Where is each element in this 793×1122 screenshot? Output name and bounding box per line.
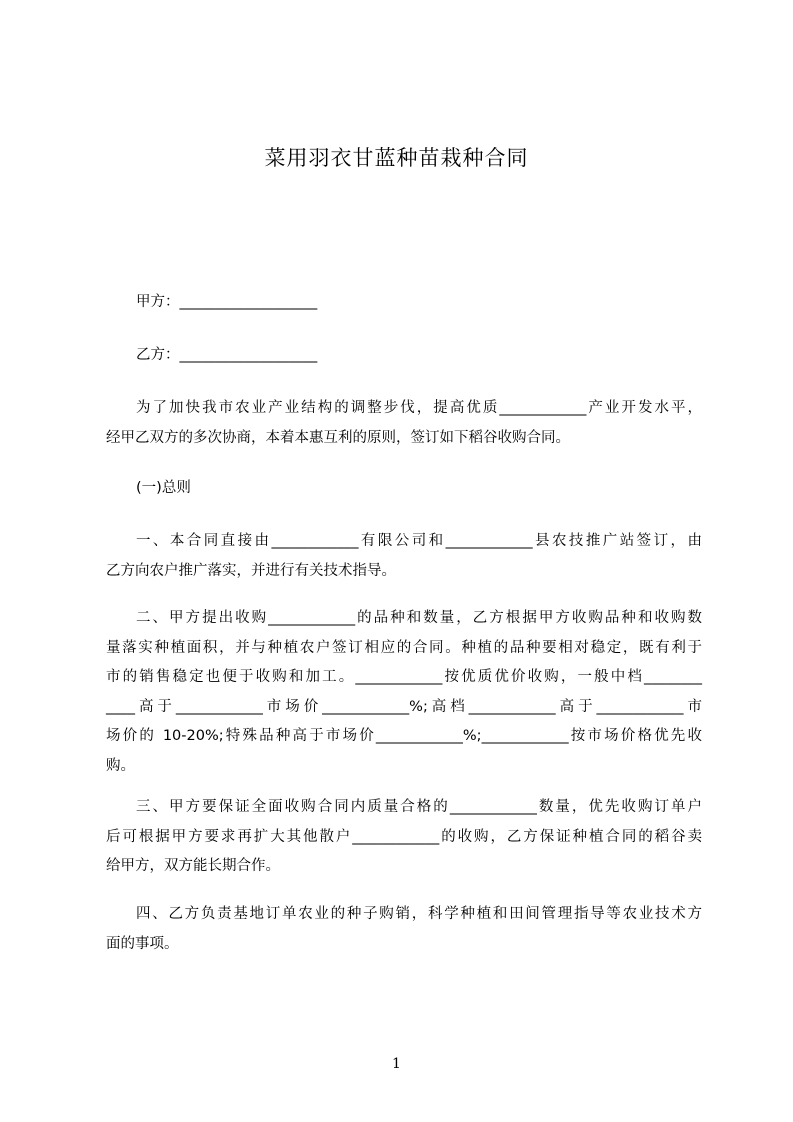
clause-1 — [106, 531, 702, 590]
page-title: 菜用羽衣甘蓝种苗栽种合同 — [264, 146, 529, 170]
clause-2-line-3: 市的销售稳定也便于收购和加工。____________按优质优价收购，一般中档________ — [106, 669, 702, 685]
clause-2-line-5: 场价的 10-20%;特殊品种高于市场价____________%;____________按市场价格优先收 — [106, 728, 702, 744]
page-number: 1 — [392, 1056, 401, 1072]
clause-4-line-1: 四、乙方负责基地订单农业的种子购销，科学种植和田间管理指导等农业技术方 — [136, 906, 702, 922]
section-heading-general: (一)总则 — [136, 480, 191, 496]
clause-2-line-4: ____高于____________市场价____________%;高档____________高于____________市 — [106, 698, 702, 715]
clause-2-line-2: 量落实种植面积，并与种植农户签订相应的合同。种植的品种要相对稳定，既有利于 — [106, 639, 702, 656]
clause-2 — [106, 608, 702, 785]
clause-2-line-6: 购。 — [106, 757, 135, 774]
clause-4 — [106, 904, 702, 963]
clause-3-line-3: 给甲方，双方能长期合作。 — [106, 858, 280, 874]
clause-2-line-1: 二、甲方提出收购____________的品种和数量，乙方根据甲方收购品种和收购数 — [136, 610, 702, 626]
party-b-line: 乙方：___________________ — [136, 347, 318, 363]
intro-paragraph — [106, 398, 702, 457]
clause-3 — [106, 797, 702, 886]
intro-line-1: 为了加快我市农业产业结构的调整步伐，提高优质____________产业开发水平， — [136, 400, 702, 416]
clause-1-line-1: 一、本合同直接由____________有限公司和____________县农技推广站签订，由 — [136, 533, 702, 549]
clause-3-line-2: 后可根据甲方要求再扩大其他散户____________的收购，乙方保证种植合同的稻谷卖 — [106, 828, 702, 845]
party-a-line: 甲方：___________________ — [136, 294, 318, 310]
intro-line-2: 经甲乙双方的多次协商，本着本惠互利的原则，签订如下稻谷收购合同。 — [106, 429, 570, 446]
clause-3-line-1: 三、甲方要保证全面收购合同内质量合格的____________数量，优先收购订单户 — [136, 799, 702, 815]
clause-1-line-2: 乙方向农户推广落实，并进行有关技术指导。 — [106, 562, 396, 579]
clause-4-line-2: 面的事项。 — [106, 935, 179, 952]
